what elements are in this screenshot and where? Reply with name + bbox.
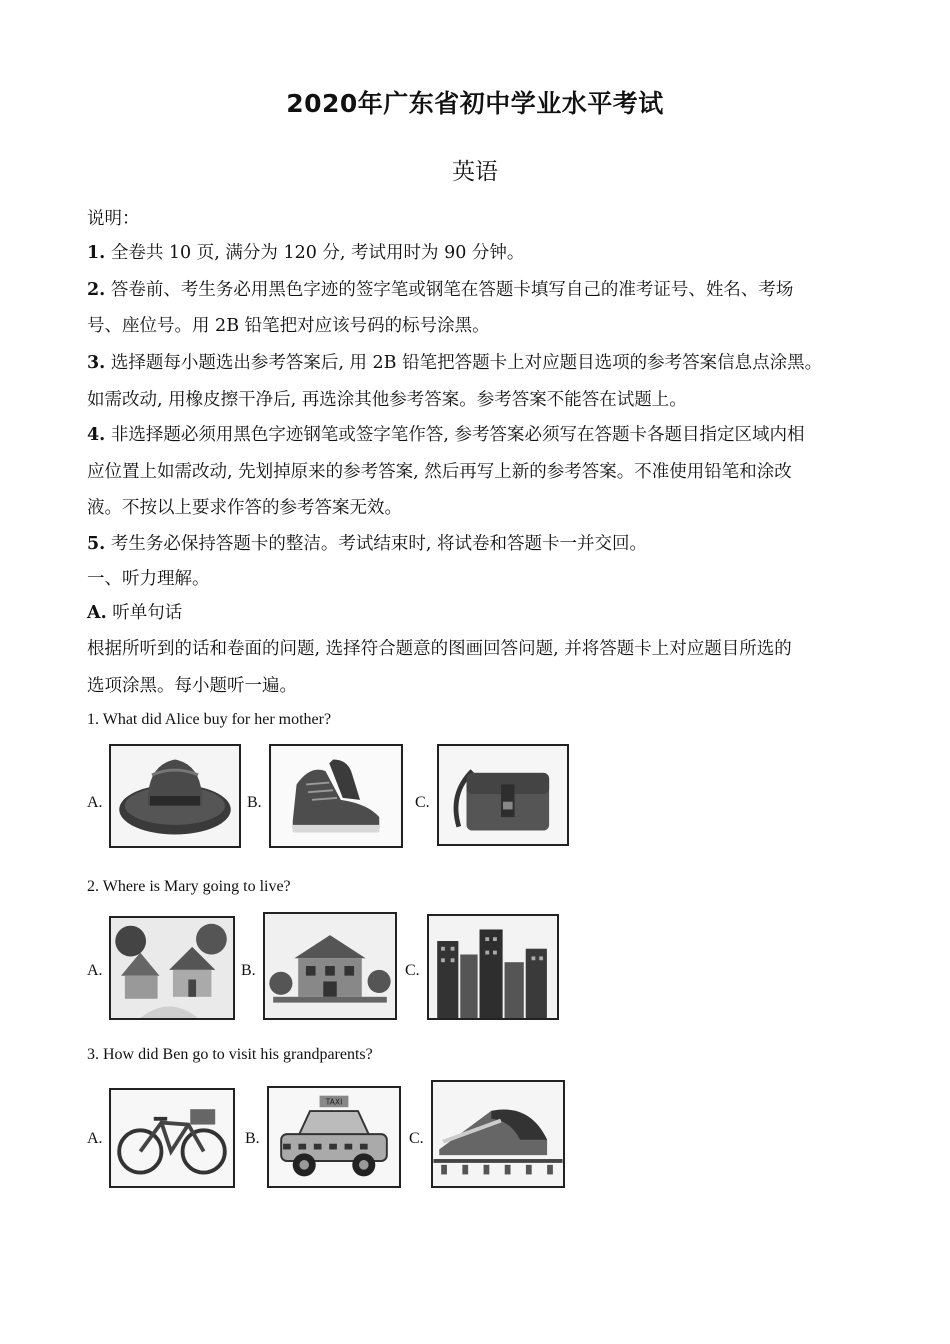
- instruction-2-cont: 号、座位号。用 2B 铅笔把对应该号码的标号涂黑。: [87, 316, 490, 336]
- directions-cont: 选项涂黑。每小题听一遍。: [87, 676, 297, 696]
- instruction-1: [87, 241, 877, 265]
- instruction-5: [87, 532, 877, 556]
- option-label[interactable]: B.: [245, 1130, 260, 1147]
- instruction-text: 全卷共 10 页, 满分为 120 分, 考试用时为 90 分钟。: [110, 243, 525, 263]
- taxi-icon[interactable]: [267, 1086, 401, 1188]
- instruction-4: [87, 423, 877, 447]
- question-3-options: [87, 1080, 607, 1190]
- city-icon[interactable]: [427, 914, 559, 1020]
- part-number: A.: [87, 603, 107, 623]
- instruction-text: 考生务必保持答题卡的整洁。考试结束时, 将试卷和答题卡一并交回。: [110, 534, 647, 554]
- instruction-number: 4.: [87, 425, 106, 445]
- taxi-sign: TAXI: [325, 1097, 343, 1107]
- option-label[interactable]: C.: [415, 794, 430, 811]
- instruction-number: 2.: [87, 280, 106, 300]
- village-icon[interactable]: [109, 916, 235, 1020]
- option-label[interactable]: B.: [241, 962, 256, 979]
- instructions-heading: 说明：: [87, 209, 140, 229]
- option-label[interactable]: A.: [87, 1130, 103, 1147]
- instruction-4-cont: 应位置上如需改动, 先划掉原来的参考答案, 然后再写上新的参考答案。不准使用铅笔和涂改: [87, 462, 792, 482]
- question-2-options: [87, 912, 607, 1022]
- bag-icon[interactable]: [437, 744, 569, 846]
- bicycle-icon[interactable]: [109, 1088, 235, 1188]
- exam-subject: 英语: [452, 159, 498, 185]
- section-heading: 一、听力理解。: [87, 569, 210, 589]
- instruction-text: 非选择题必须用黑色字迹钢笔或签字笔作答, 参考答案必须写在答题卡各题目指定区域内相: [110, 425, 805, 445]
- hat-icon[interactable]: [109, 744, 241, 848]
- option-label[interactable]: A.: [87, 794, 103, 811]
- option-label[interactable]: B.: [247, 794, 262, 811]
- instruction-number: 1.: [87, 243, 106, 263]
- instruction-text: 选择题每小题选出参考答案后, 用 2B 铅笔把答题卡上对应题目选项的参考答案信息点涂黑。: [110, 353, 823, 373]
- instruction-text: 答卷前、考生务必用黑色字迹的签字笔或钢笔在答题卡填写自己的准考证号、姓名、考场: [110, 280, 794, 300]
- question-1: 1. What did Alice buy for her mother?: [87, 711, 332, 728]
- instruction-3-cont: 如需改动, 用橡皮擦干净后, 再选涂其他参考答案。参考答案不能答在试题上。: [87, 390, 687, 410]
- question-2: 2. Where is Mary going to live?: [87, 878, 291, 895]
- part-heading: [87, 601, 877, 625]
- part-title: 听单句话: [112, 603, 183, 623]
- instruction-number: 3.: [87, 353, 106, 373]
- directions: 根据所听到的话和卷面的问题, 选择符合题意的图画回答问题, 并将答题卡上对应题目所选的: [87, 639, 792, 659]
- instruction-number: 5.: [87, 534, 106, 554]
- instruction-3: [87, 351, 877, 375]
- exam-title: 2020年广东省初中学业水平考试: [286, 89, 664, 118]
- question-3: 3. How did Ben go to visit his grandparents?: [87, 1046, 373, 1063]
- instruction-4-cont2: 液。不按以上要求作答的参考答案无效。: [87, 498, 402, 518]
- question-1-options: [87, 744, 607, 854]
- option-label[interactable]: C.: [409, 1130, 424, 1147]
- train-icon[interactable]: [431, 1080, 565, 1188]
- option-label[interactable]: C.: [405, 962, 420, 979]
- house-icon[interactable]: [263, 912, 397, 1020]
- instruction-2: [87, 278, 877, 302]
- sneaker-icon[interactable]: [269, 744, 403, 848]
- option-label[interactable]: A.: [87, 962, 103, 979]
